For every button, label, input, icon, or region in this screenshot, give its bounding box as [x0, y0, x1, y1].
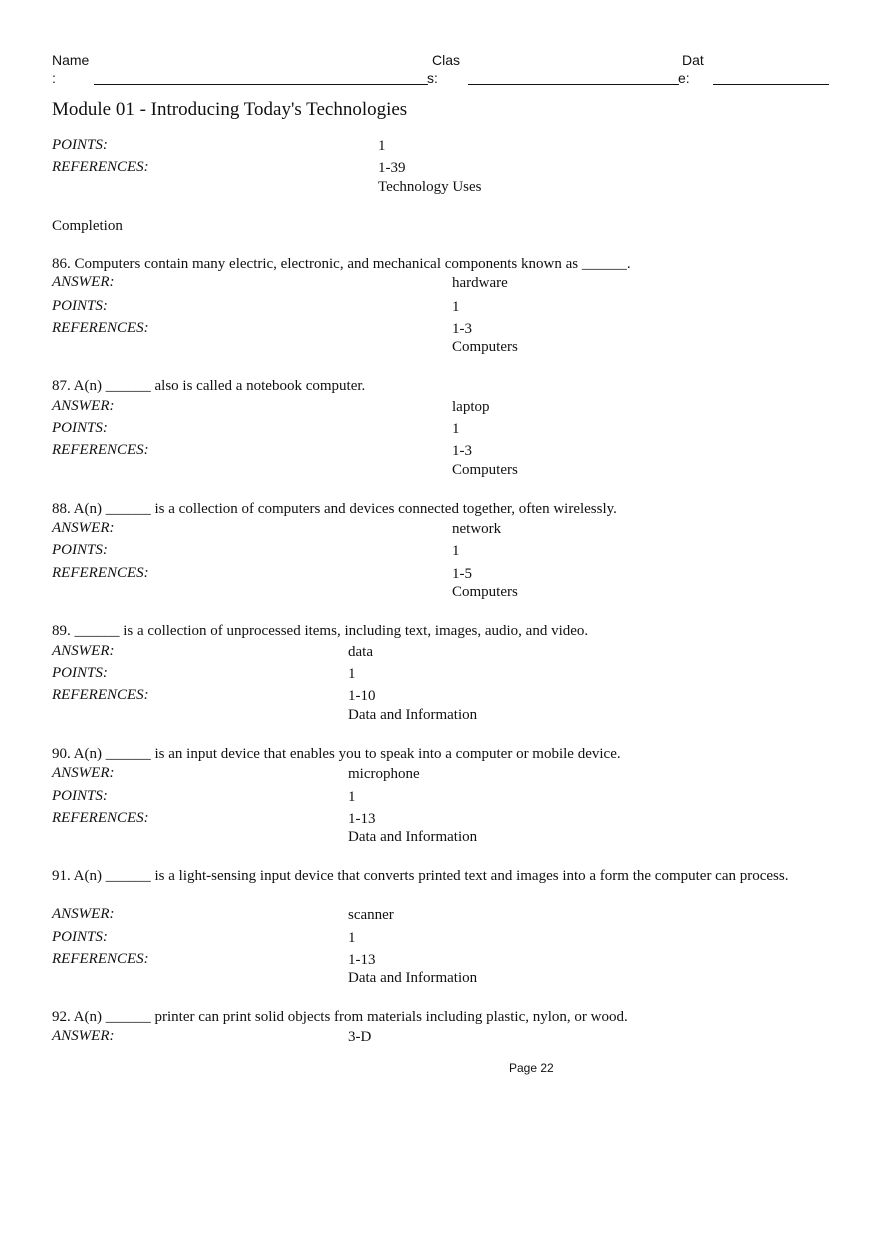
reference-code: 1-13 [348, 952, 376, 968]
reference-topic: Computers [452, 462, 518, 478]
points-label: POINTS: [52, 929, 108, 945]
references-label: REFERENCES: [52, 951, 149, 967]
points-value: 1 [348, 789, 356, 805]
points-value: 1 [452, 421, 460, 437]
reference-topic: Data and Information [348, 829, 478, 845]
references-label: REFERENCES: [52, 442, 149, 458]
class-field-line [468, 84, 679, 85]
page-number: Page 22 [509, 1061, 554, 1075]
answer-value: scanner [348, 907, 394, 923]
class-label: Clas [432, 52, 461, 68]
reference-code: 1-39 [378, 160, 406, 176]
answer-label: ANSWER: [52, 643, 115, 659]
answer-label: ANSWER: [52, 398, 115, 414]
reference-code: 1-3 [452, 321, 472, 337]
points-value: 1 [452, 299, 460, 315]
points-value: 1 [378, 138, 386, 154]
points-value: 1 [452, 543, 460, 559]
reference-topic: Data and Information [348, 707, 478, 723]
points-label: POINTS: [52, 665, 108, 681]
question-text: 92. A(n) ______ printer can print solid objects from materials including plastic, nylon, or wood. [52, 1009, 628, 1025]
answer-value: network [452, 521, 502, 537]
name-field-line [94, 84, 428, 85]
reference-topic: Computers [452, 584, 518, 600]
answer-label: ANSWER: [52, 520, 115, 536]
points-value: 1 [348, 666, 356, 682]
answer-label: ANSWER: [52, 1028, 115, 1044]
answer-value: laptop [452, 399, 490, 415]
answer-label: ANSWER: [52, 765, 115, 781]
reference-topic: Computers [452, 339, 518, 355]
answer-value: hardware [452, 275, 508, 291]
reference-topic: Data and Information [348, 970, 478, 986]
references-label: REFERENCES: [52, 687, 149, 703]
class-label-suffix: s: [427, 70, 438, 86]
references-label: REFERENCES: [52, 320, 149, 336]
answer-value: 3-D [348, 1029, 372, 1045]
question-text: 89. ______ is a collection of unprocessed items, including text, images, audio, and video. [52, 623, 589, 639]
references-label: REFERENCES: [52, 565, 149, 581]
question-text: 91. A(n) ______ is a light-sensing input device that converts printed text and images into a form the computer can process. [52, 868, 789, 884]
reference-code: 1-3 [452, 443, 472, 459]
name-label: Name [52, 52, 90, 68]
points-label: POINTS: [52, 542, 108, 558]
references-label: REFERENCES: [52, 159, 149, 175]
date-label: Dat [682, 52, 704, 68]
reference-code: 1-5 [452, 566, 472, 582]
reference-code: 1-10 [348, 688, 376, 704]
name-label-colon: : [52, 70, 56, 86]
question-text: 86. Computers contain many electric, electronic, and mechanical components known as ______. [52, 256, 631, 272]
points-label: POINTS: [52, 788, 108, 804]
date-label-suffix: e: [678, 70, 690, 86]
references-label: REFERENCES: [52, 810, 149, 826]
points-label: POINTS: [52, 298, 108, 314]
question-text: 90. A(n) ______ is an input device that enables you to speak into a computer or mobile device. [52, 746, 621, 762]
reference-topic: Technology Uses [378, 179, 482, 195]
question-text: 87. A(n) ______ also is called a notebook computer. [52, 378, 366, 394]
answer-value: data [348, 644, 373, 660]
question-text: 88. A(n) ______ is a collection of computers and devices connected together, often wirelessly. [52, 501, 617, 517]
points-value: 1 [348, 930, 356, 946]
section-title: Completion [52, 218, 123, 234]
answer-label: ANSWER: [52, 906, 115, 922]
module-title: Module 01 - Introducing Today's Technologies [52, 99, 408, 120]
date-field-line [713, 84, 829, 85]
answer-label: ANSWER: [52, 274, 115, 290]
answer-value: microphone [348, 766, 420, 782]
points-label: POINTS: [52, 420, 108, 436]
points-label: POINTS: [52, 137, 108, 153]
reference-code: 1-13 [348, 811, 376, 827]
